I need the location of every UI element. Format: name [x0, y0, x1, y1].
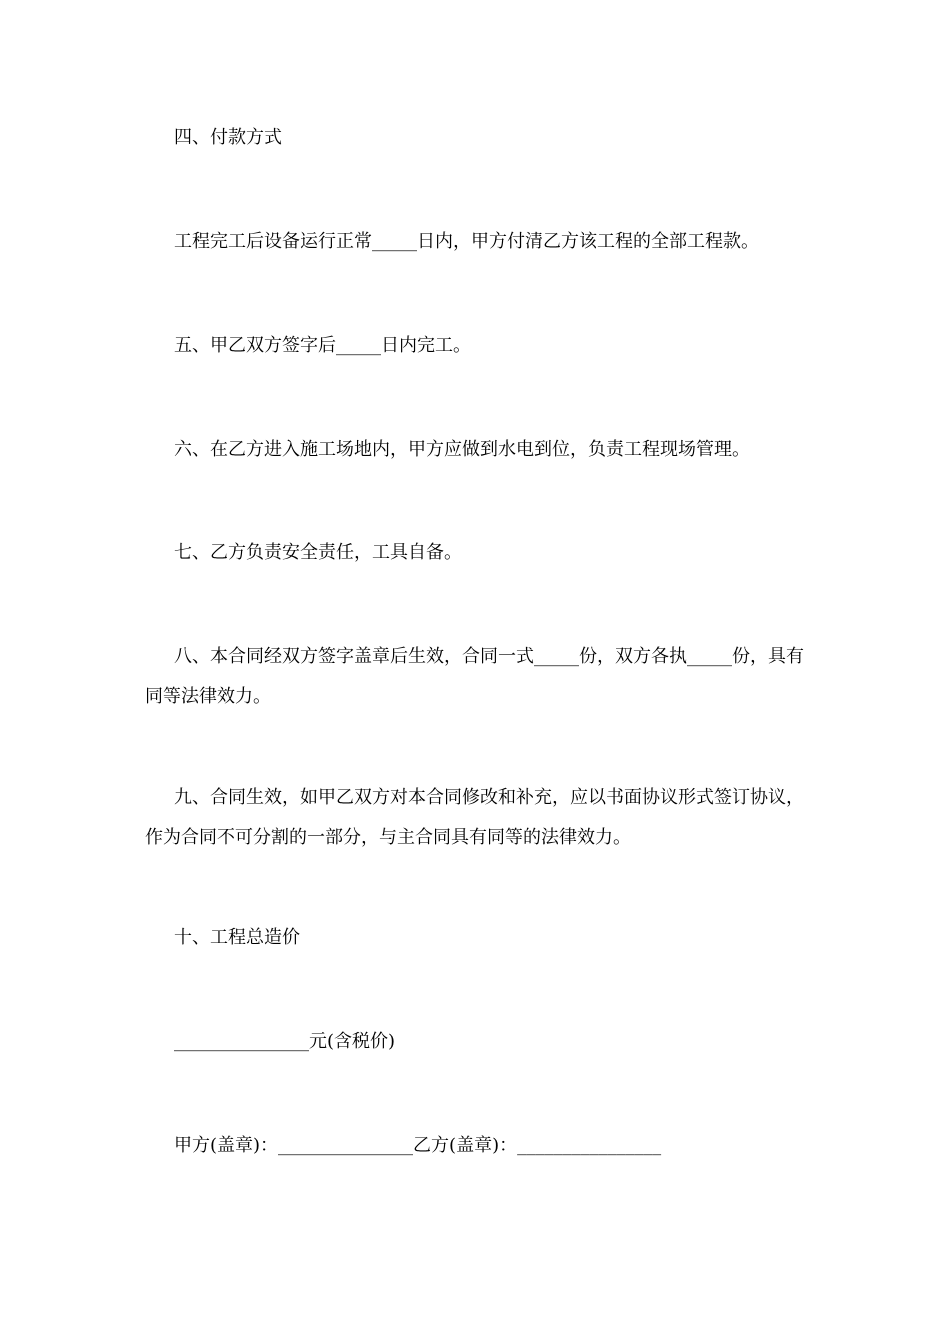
contract-amendment-clause: 九、合同生效，如甲乙双方对本合同修改和补充，应以书面协议形式签订协议，作为合同不可分割的一部分，与主合同具有同等的法律效力。 — [145, 787, 804, 848]
signature-line: 甲方(盖章)：_______________乙方(盖章)：________________ — [174, 1135, 662, 1156]
site-preparation-clause: 六、在乙方进入施工场地内，甲方应做到水电到位，负责工程现场管理。 — [174, 439, 750, 460]
payment-terms-clause: 工程完工后设备运行正常_____日内，甲方付清乙方该工程的全部工程款。 — [174, 231, 759, 252]
section-heading-payment: 四、付款方式 — [174, 127, 282, 148]
section-heading-total-price: 十、工程总造价 — [174, 927, 300, 948]
total-price-line: _______________元(含税价) — [174, 1031, 396, 1052]
safety-responsibility-clause: 七、乙方负责安全责任，工具自备。 — [174, 542, 462, 563]
completion-deadline-clause: 五、甲乙双方签字后_____日内完工。 — [174, 335, 471, 356]
contract-effectiveness-clause: 八、本合同经双方签字盖章后生效，合同一式_____份，双方各执_____份，具有同等法律效力。 — [145, 646, 804, 707]
